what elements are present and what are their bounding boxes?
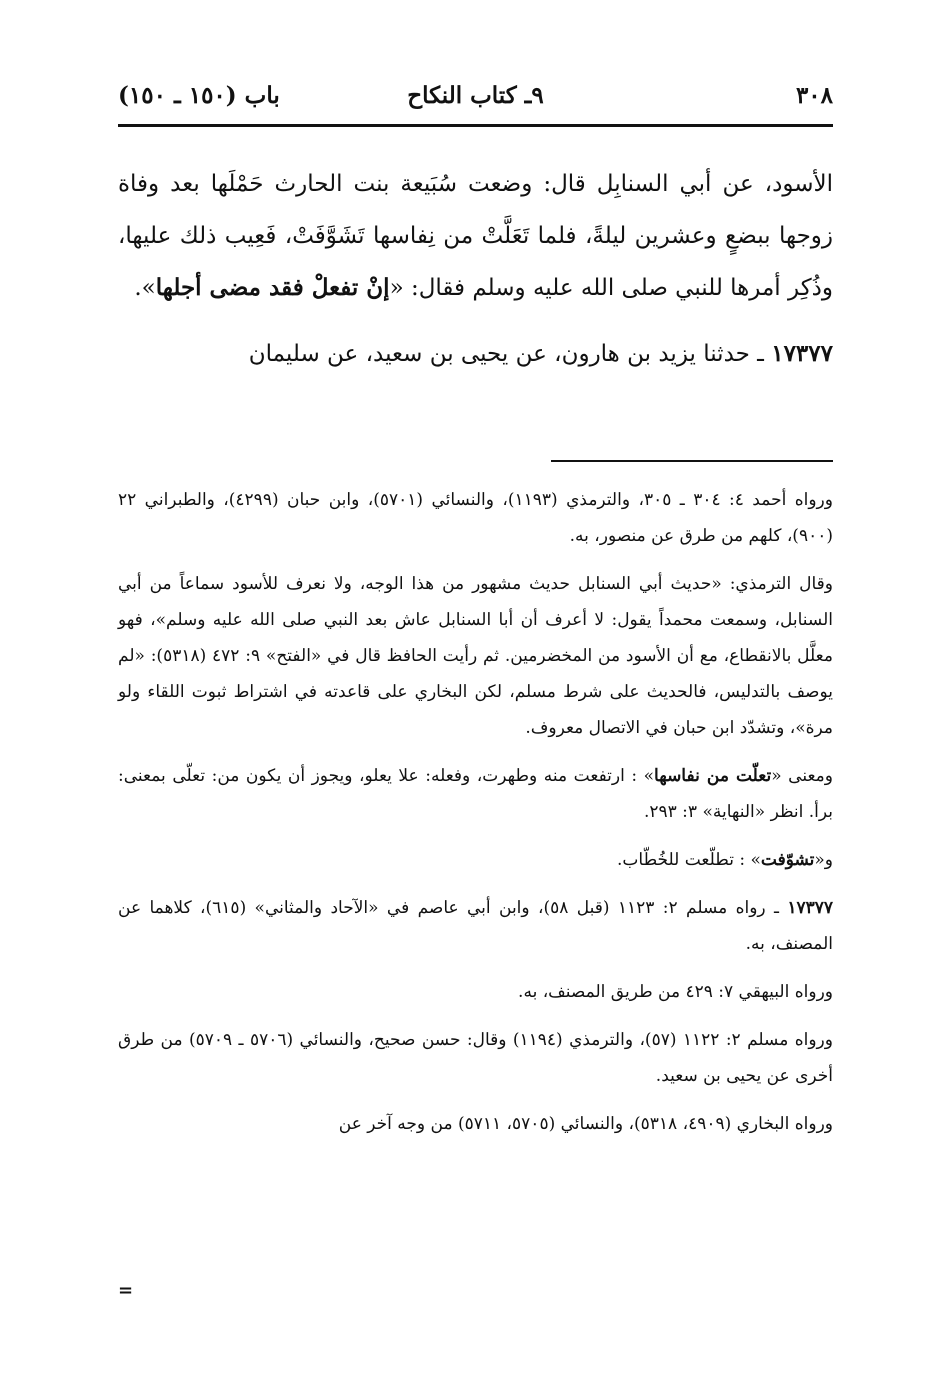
hadith-start-paragraph bbox=[118, 328, 833, 380]
book-title: ٩ـ كتاب النكاح bbox=[407, 82, 544, 109]
page-number: ٣٠٨ bbox=[795, 82, 833, 109]
hadith-text-end: ». bbox=[134, 275, 156, 301]
footnote-paragraph: ورواه البيهقي ٧: ٤٢٩ من طريق المصنف، به. bbox=[518, 982, 833, 1002]
footnote-text: ـ رواه مسلم ٢: ١١٢٣ (قبل ٥٨)، وابن أبي عاصم في «الآحاد والمثاني» (٦١٥)، كلاهما عن المصنف، به. bbox=[118, 898, 833, 954]
continuation-mark: = bbox=[118, 1280, 134, 1301]
footnote-term: تشوّفت bbox=[760, 850, 815, 870]
footnote-paragraph bbox=[118, 842, 833, 878]
footnote-paragraph: ورواه أحمد ٤: ٣٠٤ ـ ٣٠٥، والترمذي (١١٩٣)، والنسائي (٥٧٠١)، وابن حبان (٤٢٩٩)، والطبراني ٢٢ (٩٠٠)، كلهم من طرق عن منصور، به. bbox=[118, 490, 833, 546]
footnotes bbox=[118, 482, 833, 1154]
footnote-paragraph bbox=[118, 890, 833, 962]
footnote-term: تعلّت من نفاسها bbox=[654, 766, 772, 786]
footnote-text: » : ارتفعت منه وطهرت، وفعله: علا يعلو، ويجوز أن يكون من: تعلّى بمعنى: برأ. انظر «النهاية» ٣: ٢٩٣. bbox=[118, 766, 833, 822]
footnote-hadith-number: ١٧٣٧٧ bbox=[787, 898, 833, 918]
prophet-saying: إنْ تفعلْ فقد مضى أجلها bbox=[155, 274, 390, 301]
footnote-paragraph: ورواه مسلم ٢: ١١٢٢ (٥٧)، والترمذي (١١٩٤) وقال: حسن صحيح، والنسائي (٥٧٠٦ ـ ٥٧٠٩) من طرق أخرى عن يحيى بن سعيد. bbox=[118, 1030, 833, 1086]
hadith-text-part: الأسود، عن أبي السنابِل قال: وضعت سُبَيعة بنت الحارث حَمْلَها بعد وفاة زوجها ببضعٍ وعشرين ليلةً، فلما تَعَلَّتْ من نِفاسها تَشَوَّفَتْ، فَعِيب ذلك عليها، وذُكِر أمرها للنبي صلى الله عليه وسلم فقال: « bbox=[118, 171, 833, 301]
page-header bbox=[118, 80, 833, 120]
footnote-text: ومعنى « bbox=[771, 766, 833, 786]
chapter-title: باب (١٥٠ ـ ١٥٠) bbox=[118, 82, 280, 109]
footnote-separator bbox=[551, 460, 833, 462]
hadith-number: ١٧٣٧٧ bbox=[771, 340, 833, 367]
footnote-paragraph bbox=[118, 758, 833, 830]
hadith-text-paragraph bbox=[118, 158, 833, 314]
main-text bbox=[118, 158, 833, 380]
footnote-text: و« bbox=[814, 850, 833, 870]
header-rule bbox=[118, 124, 833, 127]
hadith-chain: ـ حدثنا يزيد بن هارون، عن يحيى بن سعيد، عن سليمان bbox=[248, 341, 772, 367]
footnote-paragraph: وقال الترمذي: «حديث أبي السنابل حديث مشهور من هذا الوجه، ولا نعرف للأسود سماعاً من أبي السنابل، وسمعت محمداً يقول: لا أعرف أن أبا السنابل عاش بعد النبي صلى الله عليه وسلم»، فهو معلَّل بالانقطاع، مع أن الأسود من المخضرمين. ثم رأيت الحافظ قال في «الفتح» ٩: ٤٧٢ (٥٣١٨): «لم يوصف بالتدليس، فالحديث على شرط مسلم، لكن البخاري على قاعدته في اشتراط ثبوت اللقاء ولو مرة»، وتشدّد ابن حبان في الاتصال معروف. bbox=[118, 574, 833, 738]
footnote-paragraph: ورواه البخاري (٤٩٠٩، ٥٣١٨)، والنسائي (٥٧٠٥، ٥٧١١) من وجه آخر عن bbox=[338, 1114, 833, 1134]
footnote-text: » : تطلّعت للخُطّاب. bbox=[617, 850, 761, 870]
